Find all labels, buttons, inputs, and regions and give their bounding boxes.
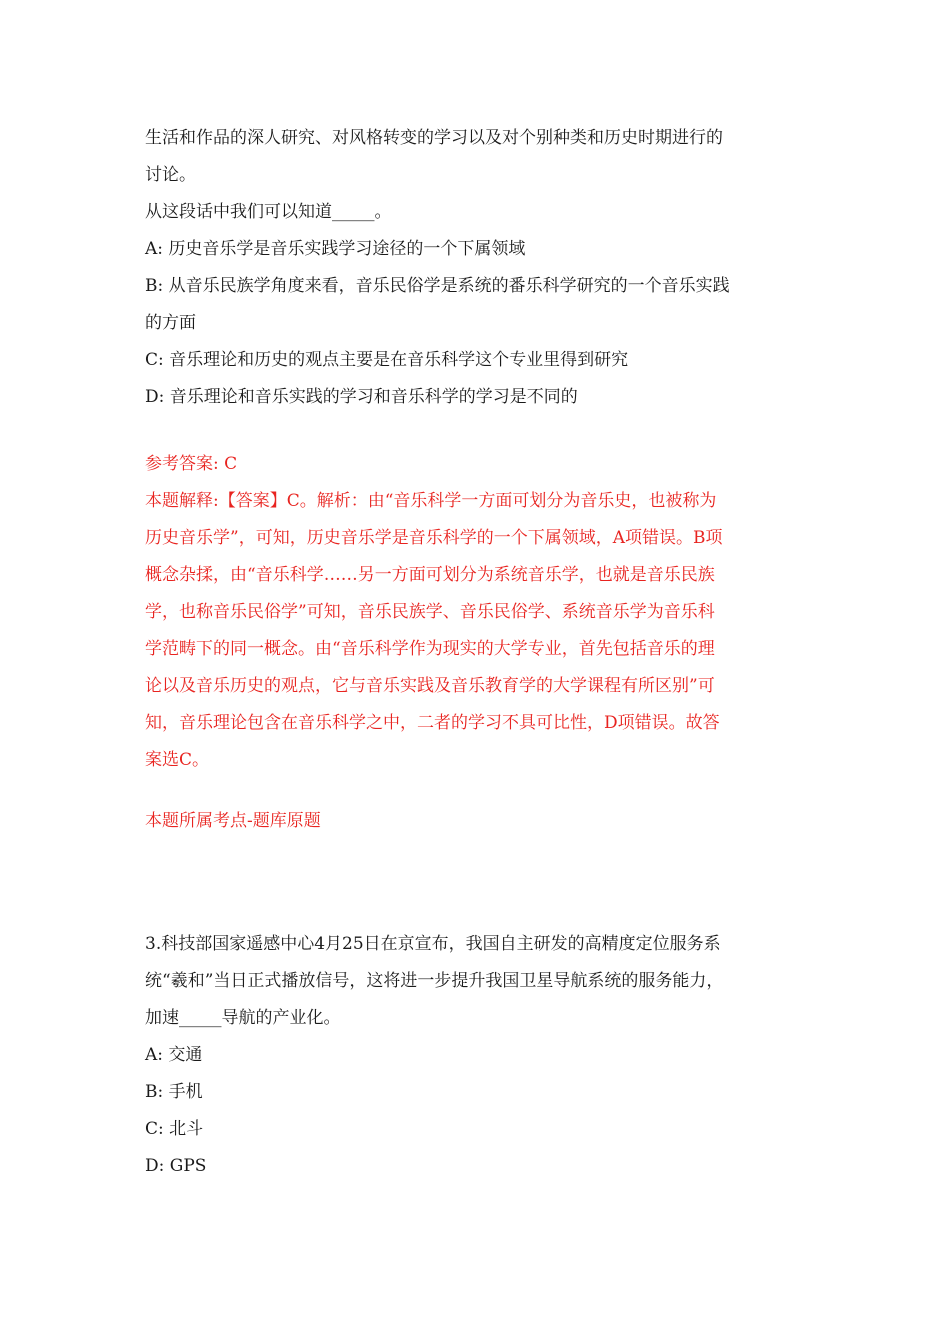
option-c: C: 北斗: [145, 1119, 204, 1139]
explanation-line: 知，音乐理论包含在音乐科学之中，二者的学习不具可比性，D项错误。故答: [145, 713, 720, 733]
question-2-stem-tail: [145, 120, 810, 194]
option-d: D: 音乐理论和音乐实践的学习和音乐科学的学习是不同的: [145, 387, 578, 407]
option-a: A: 交通: [145, 1045, 203, 1065]
reference-answer: 参考答案: C: [145, 454, 238, 474]
document-page: [145, 120, 810, 1185]
option-b: B: 手机: [145, 1082, 203, 1102]
explanation-line: 案选C。: [145, 750, 210, 770]
question-3-stem: [145, 926, 810, 1037]
question-3-options: [145, 1037, 810, 1185]
stem-line: 3.科技部国家遥感中心4月25日在京宣布，我国自主研发的高精度定位服务系: [145, 934, 721, 954]
explanation-line: 论以及音乐历史的观点，它与音乐实践及音乐教育学的大学课程有所区别”可: [145, 676, 715, 696]
stem-line: 加速_____导航的产业化。: [145, 1008, 341, 1028]
explanation-line: 本题解释:【答案】C。解析：由“音乐科学一方面可划分为音乐史，也被称为: [145, 491, 717, 511]
explanation-line: 学，也称音乐民俗学”可知，音乐民族学、音乐民俗学、系统音乐学为音乐科: [145, 602, 715, 622]
option-b-continued: 的方面: [145, 313, 196, 333]
question-2-options: [145, 231, 810, 416]
explanation-line: 历史音乐学”，可知，历史音乐学是音乐科学的一个下属领域，A项错误。B项: [145, 528, 723, 548]
option-b: B: 从音乐民族学角度来看，音乐民俗学是系统的番乐科学研究的一个音乐实践: [145, 276, 730, 296]
topic-label: 本题所属考点-题库原题: [145, 811, 321, 831]
option-a: A: 历史音乐学是音乐实践学习途径的一个下属领域: [145, 239, 526, 259]
option-d: D: GPS: [145, 1156, 207, 1176]
explanation-line: 概念杂揉，由“音乐科学……另一方面可划分为系统音乐学，也就是音乐民族: [145, 565, 715, 585]
explanation-line: 学范畴下的同一概念。由“音乐科学作为现实的大学专业，首先包括音乐的理: [145, 639, 715, 659]
question-2-prompt: 从这段话中我们可以知道_____。: [145, 202, 392, 222]
stem-line: 生活和作品的深人研究、对风格转变的学习以及对个别种类和历史时期进行的: [145, 128, 723, 148]
option-c: C: 音乐理论和历史的观点主要是在音乐科学这个专业里得到研究: [145, 350, 629, 370]
answer-explanation: [145, 483, 810, 779]
stem-line: 统“羲和”当日正式播放信号，这将进一步提升我国卫星导航系统的服务能力，: [145, 971, 724, 991]
stem-line: 讨论。: [145, 165, 196, 185]
